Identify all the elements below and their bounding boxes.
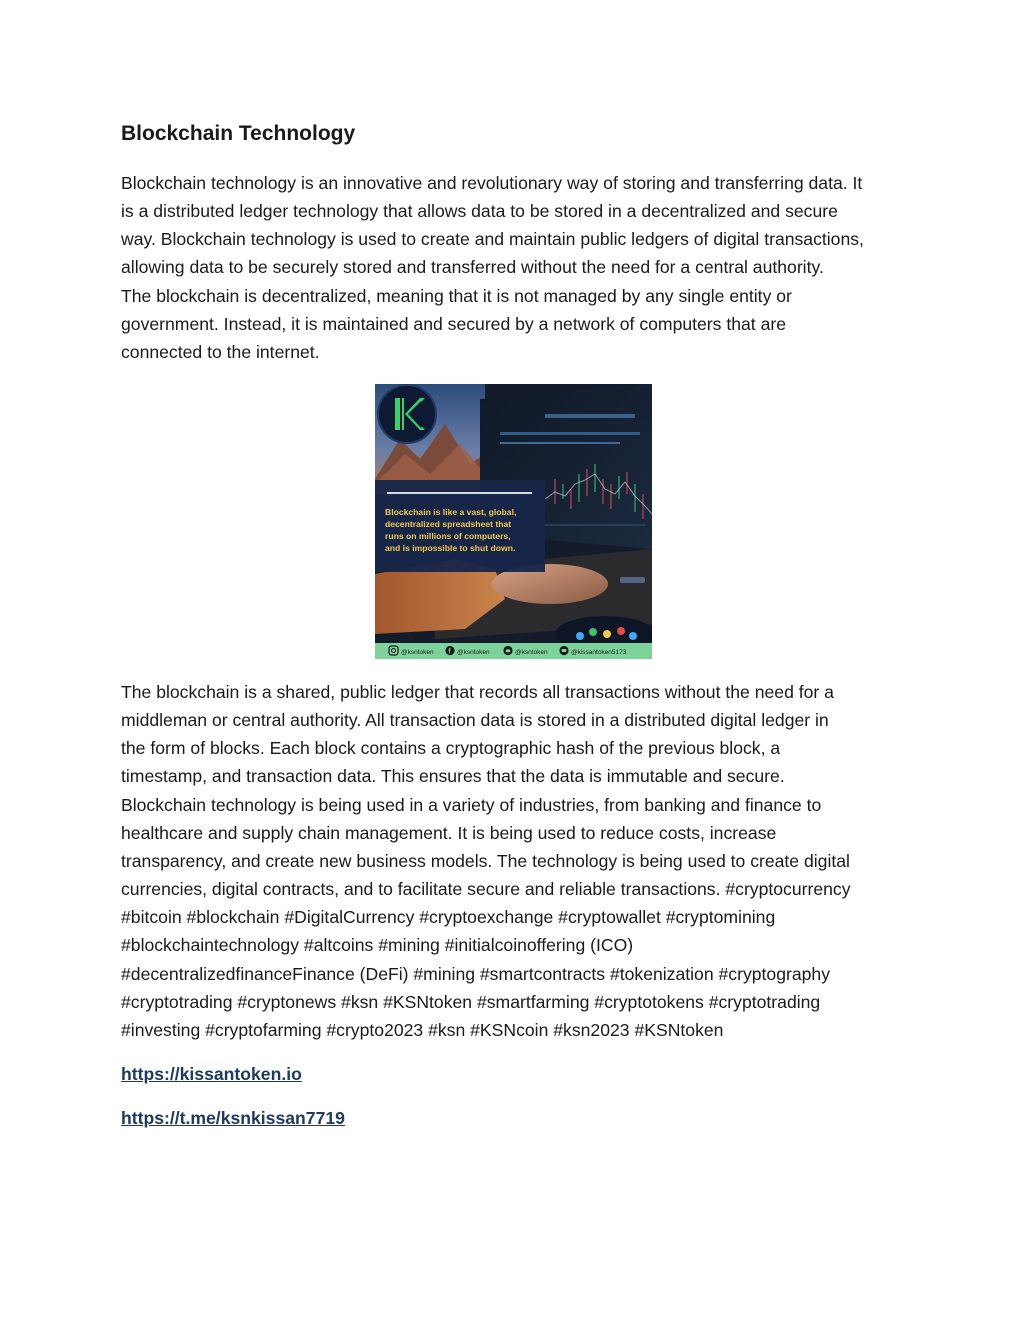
screen-toolbar xyxy=(500,442,620,444)
blockchain-promo-image xyxy=(375,384,652,659)
paragraph-line: Blockchain technology is an innovative and revolutionary way of storing and transferring data. It xyxy=(121,173,863,193)
twitter-icon xyxy=(503,646,512,655)
social-handle: @ksntoken xyxy=(457,649,490,656)
paragraph-line: The blockchain is decentralized, meaning that it is not managed by any single entity or xyxy=(121,285,792,306)
caption-line: runs on millions of computers, xyxy=(385,531,511,541)
page-title: Blockchain Technology xyxy=(121,122,356,145)
screen-header xyxy=(545,414,635,418)
paragraph-line: middleman or central authority. All transaction data is stored in a distributed digital ledger in xyxy=(121,710,829,731)
ksn-logo-icon xyxy=(378,385,436,443)
paragraph-line: government. Instead, it is maintained and secured by a network of computers that are xyxy=(121,313,787,334)
paragraph-line: connected to the internet. xyxy=(121,341,320,362)
paragraph-line: transparency, and create new business models. The technology is being used to create digital xyxy=(121,850,850,871)
phone-dot xyxy=(629,632,637,640)
caption-line: Blockchain is like a vast, global, xyxy=(385,507,517,517)
phone-dot xyxy=(589,628,597,636)
hashtag-line: #cryptotrading #cryptonews #ksn #KSNtoken #smartfarming #cryptotokens #cryptotrading xyxy=(121,991,821,1012)
telegram-link[interactable]: https://t.me/ksnkissan7719 xyxy=(121,1108,345,1128)
phone-dot xyxy=(576,632,584,640)
caption-divider xyxy=(387,492,532,494)
paragraph-line: is a distributed ledger technology that allows data to be stored in a decentralized and secure xyxy=(121,201,838,222)
screen-toolbar xyxy=(500,432,640,435)
intro-paragraph xyxy=(121,169,911,366)
paragraph-line: allowing data to be securely stored and transferred without the need for a central authority. xyxy=(121,257,824,278)
paragraph-line: way. Blockchain technology is used to create and maintain public ledgers of digital transactions, xyxy=(121,229,864,250)
body-paragraph xyxy=(121,678,911,1044)
paragraph-line: healthcare and supply chain management. It is being used to reduce costs, increase xyxy=(121,822,777,843)
website-link[interactable]: https://kissantoken.io xyxy=(121,1064,302,1084)
hashtag-line: #bitcoin #blockchain #DigitalCurrency #cryptoexchange #cryptowallet #cryptomining xyxy=(121,907,776,928)
paragraph-line: timestamp, and transaction data. This ensures that the data is immutable and secure. xyxy=(121,766,785,787)
phone-dot xyxy=(603,630,611,638)
paragraph-line: the form of blocks. Each block contains a cryptographic hash of the previous block, a xyxy=(121,738,781,759)
paragraph-line: Blockchain technology is being used in a variety of industries, from banking and finance to xyxy=(121,794,822,815)
hashtag-line: #investing #cryptofarming #crypto2023 #ksn #KSNcoin #ksn2023 #KSNtoken xyxy=(121,1019,724,1040)
caption-line: and is impossible to shut down. xyxy=(385,543,516,553)
paragraph-line: currencies, digital contracts, and to facilitate secure and reliable transactions. #cryptocurrency xyxy=(121,879,851,900)
svg-text:f: f xyxy=(448,648,451,656)
caption-line: decentralized spreadsheet that xyxy=(385,519,512,529)
trackpad-glow xyxy=(620,577,645,583)
social-handle: @ksntoken xyxy=(515,649,548,656)
hashtag-line: #decentralizedfinanceFinance (DeFi) #mining #smartcontracts #tokenization #cryptography xyxy=(121,963,830,984)
social-handle: @ksntoken xyxy=(401,649,434,656)
social-handle: @kissantoken5173 xyxy=(571,649,627,656)
hashtag-line: #blockchaintechnology #altcoins #mining #initialcoinoffering (ICO) xyxy=(121,935,634,956)
paragraph-line: The blockchain is a shared, public ledger that records all transactions without the need for a xyxy=(121,682,834,702)
phone-dot xyxy=(617,627,625,635)
chat-icon xyxy=(559,646,568,655)
